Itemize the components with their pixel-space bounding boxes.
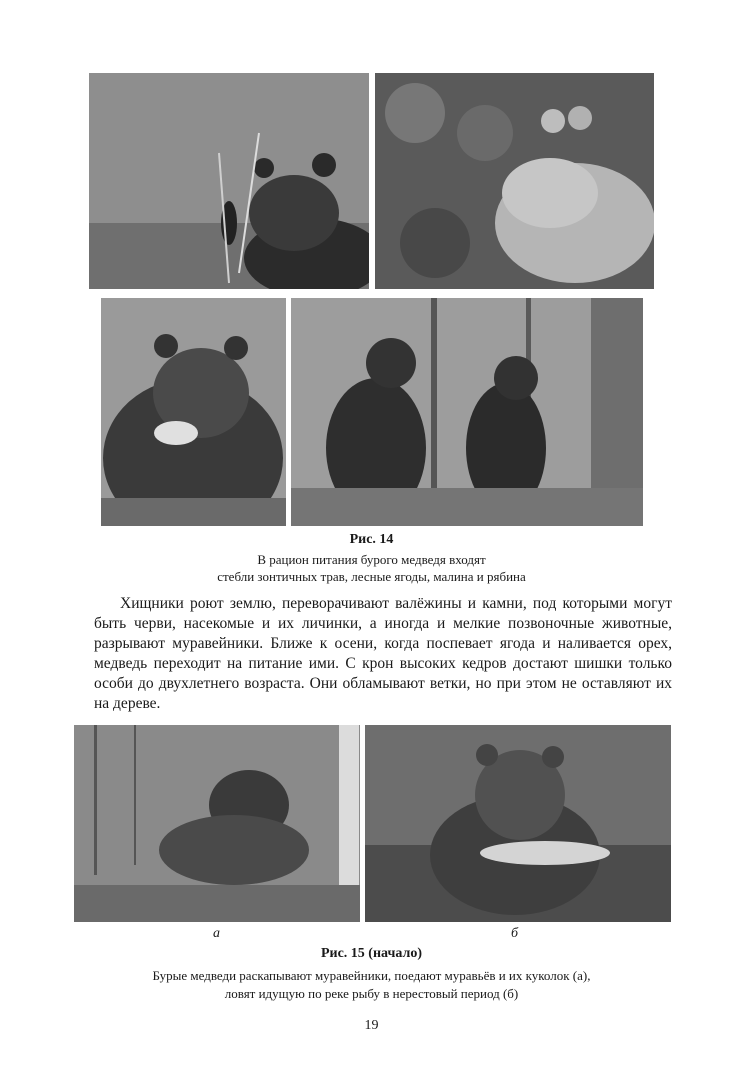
photo-bear-fish: [365, 725, 671, 922]
figure-15-caption-line-2: ловят идущую по реке рыбу в нерестовый период (б): [224, 986, 519, 1001]
figure-15-label-b: б: [511, 926, 519, 941]
page-number: 19: [364, 1018, 379, 1033]
figure-14-caption-line-1: В рацион питания бурого медведя входят: [257, 552, 486, 567]
body-paragraph-container: [94, 594, 672, 714]
photo-bear-eating-grass: [101, 298, 286, 526]
figure-14-title: Рис. 14: [349, 532, 394, 547]
photo-bear-berries: [375, 73, 654, 289]
photo-bear-cubs-standing: [291, 298, 643, 526]
figure-15-label-a: а: [213, 926, 220, 941]
body-paragraph: Хищники роют землю, переворачивают валёжины и камни, под которыми могут быть черви, насекомые и их личинки, а иногда и мелкие позвоночные животные, разрывают муравейники. Ближе к осени, когда поспевает ягода и наливается орех, медведь переходит на питание ими. С крон высоких кедров достают шишки только особи до двухлетнего возраста. Они обламывают ветки, но при этом не оставляют их на дереве.: [94, 595, 672, 712]
photo-bear-anthill: [74, 725, 360, 922]
figure-15-title: Рис. 15 (начало): [320, 946, 423, 961]
figure-15-caption-line-1: Бурые медведи раскапывают муравейники, поедают муравьёв и их куколок (а),: [152, 968, 591, 983]
figure-14-caption-line-2: стебли зонтичных трав, лесные ягоды, малина и рябина: [217, 569, 526, 584]
photo-bear-cub-grass: [89, 73, 369, 289]
